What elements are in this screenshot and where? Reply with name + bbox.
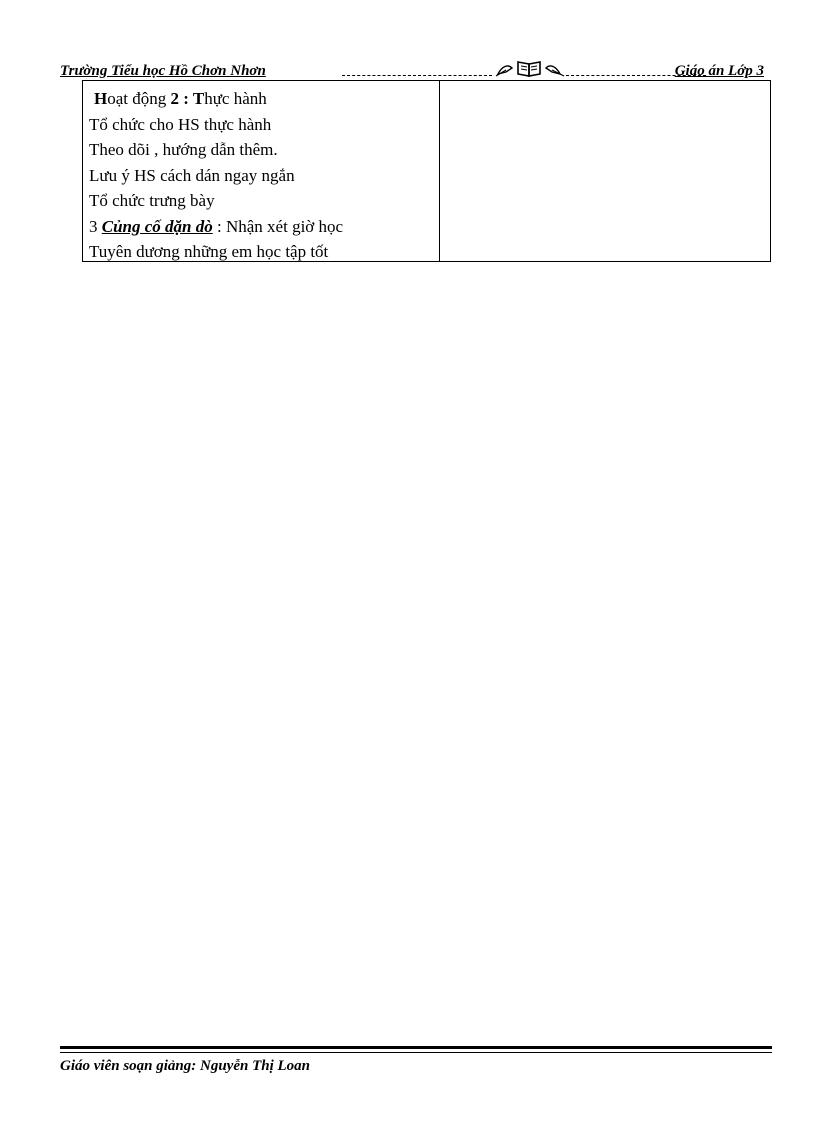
student-activities-column — [440, 81, 770, 261]
review-number: 3 — [89, 216, 102, 236]
activity-heading-text: oạt động — [107, 89, 171, 108]
activity-line: Lưu ý HS cách dán ngay ngắn — [89, 165, 295, 185]
school-name: Trường Tiểu học Hồ Chơn Nhơn — [60, 63, 266, 79]
review-line — [89, 214, 439, 240]
lesson-plan-class: Giáo án Lớp 3 — [674, 63, 764, 79]
lesson-table — [82, 80, 771, 262]
activity-heading-number: 2 : T — [170, 89, 205, 108]
footer-rule-thin — [60, 1052, 772, 1053]
activity-heading-title: hực hành — [204, 89, 267, 108]
activity-heading — [89, 86, 439, 112]
activity-line: Tổ chức cho HS thực hành — [89, 114, 272, 134]
book-with-quills-icon — [494, 58, 566, 78]
teacher-name: Giáo viên soạn giảng: Nguyễn Thị Loan — [60, 1058, 311, 1074]
activity-heading-initial: H — [94, 89, 108, 108]
page-header — [60, 58, 772, 80]
activity-line: Tuyên dương những em học tập tốt — [89, 242, 329, 261]
teacher-activities-column — [83, 81, 440, 261]
review-text: : Nhận xét giờ học — [212, 216, 344, 236]
footer-rule — [60, 1046, 772, 1049]
review-heading: Củng cố dặn dò — [101, 216, 213, 236]
header-dash-left — [342, 75, 492, 76]
activity-line: Theo dõi , hướng dẫn thêm. — [89, 140, 278, 159]
activity-line: Tổ chức trưng bày — [89, 191, 215, 210]
